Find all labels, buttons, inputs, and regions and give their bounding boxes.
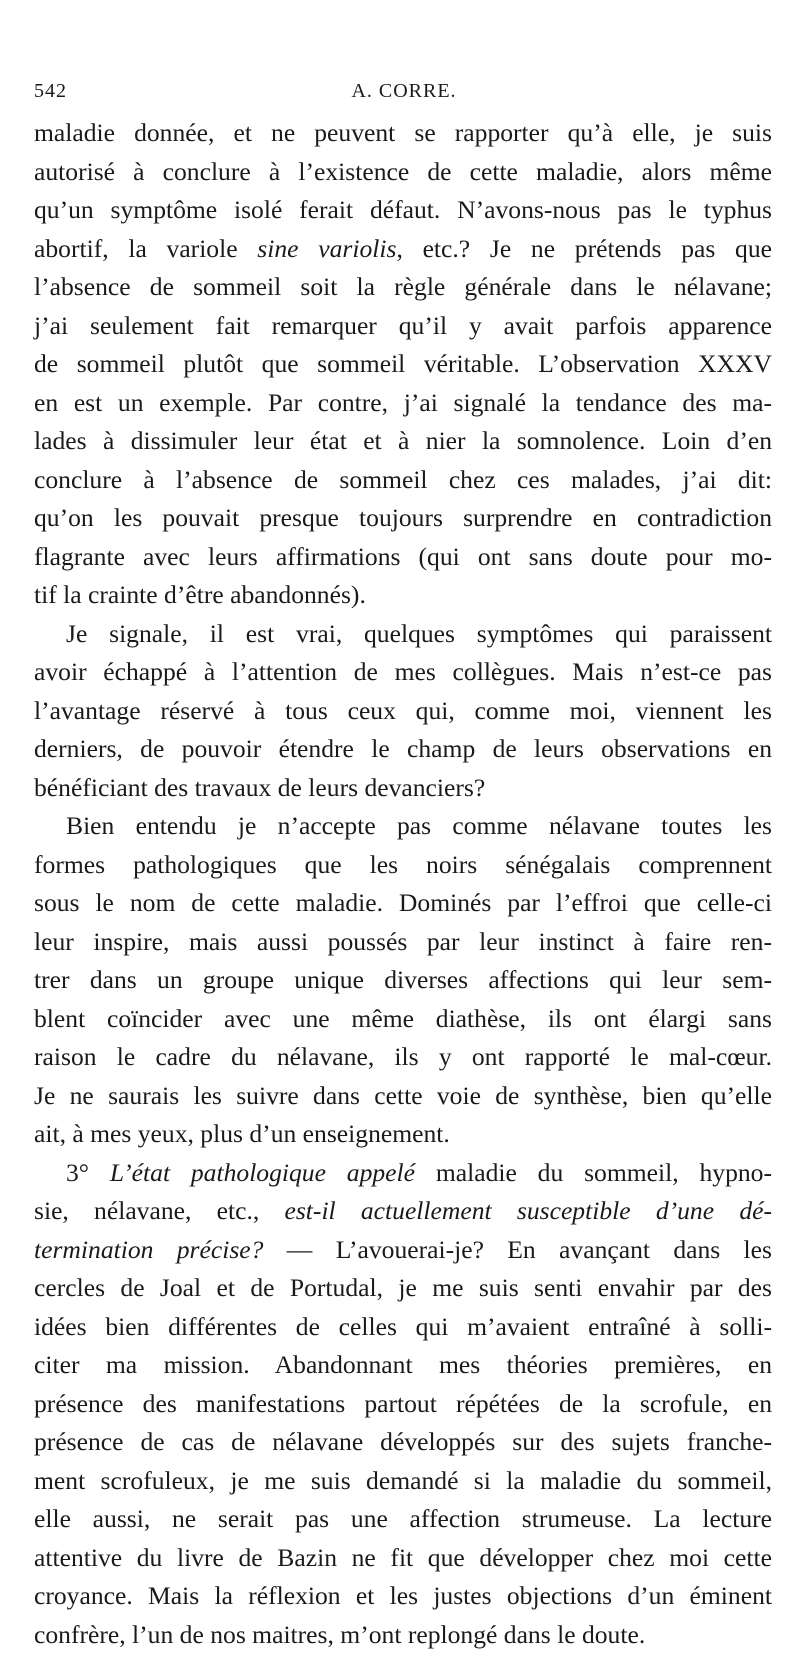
text-line-segment: 3°: [66, 1158, 110, 1187]
text-line-segment: maladie du sommeil, hypno-: [415, 1158, 772, 1187]
text-line: raison le cadre du nélavane, ils y ont rapporté le mal-cœur.: [34, 1038, 772, 1077]
text-line: [34, 1154, 772, 1193]
text-line: cercles de Joal et de Portudal, je me suis senti envahir par des: [34, 1269, 772, 1308]
italic-phrase: L’état pathologique appelé: [110, 1158, 415, 1187]
text-line: formes pathologiques que les noirs sénégalais comprennent: [34, 846, 772, 885]
text-line: leur inspire, mais aussi poussés par leur instinct à faire ren-: [34, 923, 772, 962]
text-line: en est un exemple. Par contre, j’ai signalé la tendance des ma-: [34, 384, 772, 423]
text-line: Je ne saurais les suivre dans cette voie de synthèse, bien qu’elle: [34, 1077, 772, 1116]
text-line: derniers, de pouvoir étendre le champ de leurs observations en: [34, 730, 772, 769]
page-header: [34, 80, 774, 108]
text-line: conclure à l’absence de sommeil chez ces malades, j’ai dit:: [34, 461, 772, 500]
page-number: 542: [34, 80, 67, 103]
text-line: lades à dissimuler leur état et à nier la somnolence. Loin d’en: [34, 422, 772, 461]
text-line: j’ai seulement fait remarquer qu’il y avait parfois apparence: [34, 307, 772, 346]
body-text: [34, 114, 772, 1654]
text-line: [34, 1192, 772, 1231]
text-line: [34, 1231, 772, 1270]
text-line: qu’on les pouvait presque toujours surprendre en contradiction: [34, 499, 772, 538]
text-line-segment: , etc.? Je ne prétends pas que: [396, 234, 772, 263]
text-line: ment scrofuleux, je me suis demandé si la maladie du sommeil,: [34, 1462, 772, 1501]
text-line: croyance. Mais la réflexion et les justes objections d’un éminent: [34, 1577, 772, 1616]
text-line: citer ma mission. Abandonnant mes théories premières, en: [34, 1346, 772, 1385]
text-line: qu’un symptôme isolé ferait défaut. N’avons-nous pas le typhus: [34, 191, 772, 230]
text-line: ait, à mes yeux, plus d’un enseignement.: [34, 1115, 772, 1154]
text-line: avoir échappé à l’attention de mes collègues. Mais n’est-ce pas: [34, 653, 772, 692]
text-line: flagrante avec leurs affirmations (qui ont sans doute pour mo-: [34, 538, 772, 577]
text-line: blent coïncider avec une même diathèse, ils ont élargi sans: [34, 1000, 772, 1039]
text-line: maladie donnée, et ne peuvent se rapporter qu’à elle, je suis: [34, 114, 772, 153]
text-line: trer dans un groupe unique diverses affections qui leur sem-: [34, 961, 772, 1000]
text-line: présence de cas de nélavane développés sur des sujets franche-: [34, 1423, 772, 1462]
text-line: Bien entendu je n’accepte pas comme nélavane toutes les: [34, 807, 772, 846]
italic-phrase: termination précise?: [34, 1235, 263, 1264]
text-line: confrère, l’un de nos maitres, m’ont replongé dans le doute.: [34, 1616, 772, 1654]
text-line: de sommeil plutôt que sommeil véritable. L’observation XXXV: [34, 345, 772, 384]
text-line: présence des manifestations partout répétées de la scrofule, en: [34, 1385, 772, 1424]
text-line: autorisé à conclure à l’existence de cette maladie, alors même: [34, 153, 772, 192]
text-line-segment: abortif, la variole: [34, 234, 257, 263]
italic-phrase: est-il actuellement susceptible d’une dé-: [284, 1196, 772, 1225]
text-line: elle aussi, ne serait pas une affection strumeuse. La lecture: [34, 1500, 772, 1539]
text-line: bénéficiant des travaux de leurs devanciers?: [34, 769, 772, 808]
text-line: [34, 230, 772, 269]
text-line: idées bien différentes de celles qui m’avaient entraîné à solli-: [34, 1308, 772, 1347]
running-head: A. CORRE.: [34, 80, 774, 103]
italic-phrase: sine variolis: [257, 234, 396, 263]
text-line: Je signale, il est vrai, quelques symptômes qui paraissent: [34, 615, 772, 654]
text-line: attentive du livre de Bazin ne fit que développer chez moi cette: [34, 1539, 772, 1578]
text-line-segment: — L’avouerai-je? En avançant dans les: [263, 1235, 772, 1264]
text-line: l’absence de sommeil soit la règle générale dans le nélavane;: [34, 268, 772, 307]
text-line-segment: sie, nélavane, etc.,: [34, 1196, 284, 1225]
text-line: tif la crainte d’être abandonnés).: [34, 576, 772, 615]
text-line: sous le nom de cette maladie. Dominés par l’effroi que celle-ci: [34, 884, 772, 923]
text-line: l’avantage réservé à tous ceux qui, comme moi, viennent les: [34, 692, 772, 731]
